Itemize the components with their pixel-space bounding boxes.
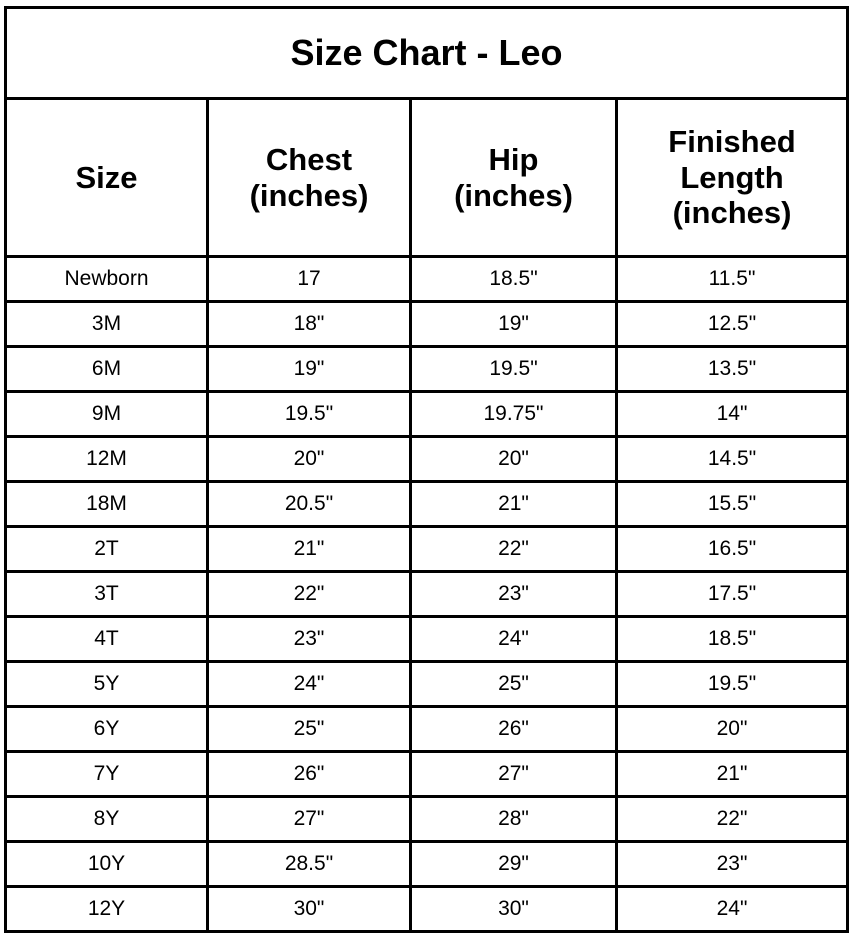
- cell-size: Newborn: [6, 257, 208, 302]
- column-header-finished-length: [617, 99, 848, 257]
- cell-chest: 19": [208, 347, 411, 392]
- column-header-hip-unit: (inches): [454, 177, 573, 213]
- cell-hip: 19": [411, 302, 617, 347]
- cell-chest: 19.5": [208, 392, 411, 437]
- column-header-chest-unit: (inches): [249, 177, 369, 213]
- cell-hip: 28": [411, 797, 617, 842]
- cell-chest: 20.5": [208, 482, 411, 527]
- cell-size: 3M: [6, 302, 208, 347]
- cell-chest: 22": [208, 572, 411, 617]
- cell-hip: 21": [411, 482, 617, 527]
- cell-length: 20": [617, 707, 848, 752]
- table-row: [6, 437, 848, 482]
- title-row: [6, 8, 848, 99]
- table-row: [6, 752, 848, 797]
- cell-chest: 26": [208, 752, 411, 797]
- cell-size: 10Y: [6, 842, 208, 887]
- cell-size: 8Y: [6, 797, 208, 842]
- cell-size: 3T: [6, 572, 208, 617]
- cell-size: 12Y: [6, 887, 208, 932]
- column-header-finished-length-label: Finished Length: [668, 124, 796, 195]
- cell-chest: 20": [208, 437, 411, 482]
- cell-size: 12M: [6, 437, 208, 482]
- cell-length: 21": [617, 752, 848, 797]
- table-row: [6, 887, 848, 932]
- table-row: [6, 302, 848, 347]
- cell-size: 18M: [6, 482, 208, 527]
- cell-chest: 25": [208, 707, 411, 752]
- cell-hip: 18.5": [411, 257, 617, 302]
- cell-size: 5Y: [6, 662, 208, 707]
- column-header-size: [6, 99, 208, 257]
- cell-hip: 29": [411, 842, 617, 887]
- cell-length: 11.5": [617, 257, 848, 302]
- cell-hip: 26": [411, 707, 617, 752]
- cell-hip: 19.75": [411, 392, 617, 437]
- column-header-chest: [208, 99, 411, 257]
- cell-hip: 22": [411, 527, 617, 572]
- table-row: [6, 482, 848, 527]
- cell-chest: 30": [208, 887, 411, 932]
- header-row: [6, 99, 848, 257]
- cell-length: 19.5": [617, 662, 848, 707]
- cell-hip: 27": [411, 752, 617, 797]
- cell-length: 16.5": [617, 527, 848, 572]
- cell-size: 2T: [6, 527, 208, 572]
- column-header-size-label: Size: [75, 159, 138, 195]
- table-row: [6, 662, 848, 707]
- cell-length: 22": [617, 797, 848, 842]
- cell-size: 7Y: [6, 752, 208, 797]
- cell-chest: 18": [208, 302, 411, 347]
- cell-size: 9M: [6, 392, 208, 437]
- table-row: [6, 347, 848, 392]
- cell-size: 4T: [6, 617, 208, 662]
- size-chart-table: [4, 6, 849, 933]
- cell-hip: 24": [411, 617, 617, 662]
- table-row: [6, 572, 848, 617]
- cell-chest: 21": [208, 527, 411, 572]
- column-header-hip: [411, 99, 617, 257]
- page-title: Size Chart - Leo: [6, 8, 848, 99]
- cell-hip: 23": [411, 572, 617, 617]
- cell-hip: 30": [411, 887, 617, 932]
- cell-length: 24": [617, 887, 848, 932]
- cell-hip: 20": [411, 437, 617, 482]
- cell-length: 13.5": [617, 347, 848, 392]
- column-header-finished-length-unit: (inches): [672, 195, 792, 231]
- column-header-hip-label: Hip: [488, 141, 539, 177]
- cell-chest: 17: [208, 257, 411, 302]
- cell-size: 6M: [6, 347, 208, 392]
- cell-hip: 25": [411, 662, 617, 707]
- cell-chest: 24": [208, 662, 411, 707]
- cell-length: 14.5": [617, 437, 848, 482]
- cell-length: 17.5": [617, 572, 848, 617]
- table-row: [6, 392, 848, 437]
- cell-hip: 19.5": [411, 347, 617, 392]
- cell-length: 12.5": [617, 302, 848, 347]
- table-row: [6, 842, 848, 887]
- cell-length: 15.5": [617, 482, 848, 527]
- column-header-chest-label: Chest: [265, 141, 353, 177]
- cell-chest: 28.5": [208, 842, 411, 887]
- cell-chest: 27": [208, 797, 411, 842]
- cell-length: 18.5": [617, 617, 848, 662]
- table-row: [6, 797, 848, 842]
- table-row: [6, 707, 848, 752]
- cell-length: 23": [617, 842, 848, 887]
- cell-length: 14": [617, 392, 848, 437]
- table-row: [6, 617, 848, 662]
- table-row: [6, 257, 848, 302]
- cell-size: 6Y: [6, 707, 208, 752]
- table-row: [6, 527, 848, 572]
- cell-chest: 23": [208, 617, 411, 662]
